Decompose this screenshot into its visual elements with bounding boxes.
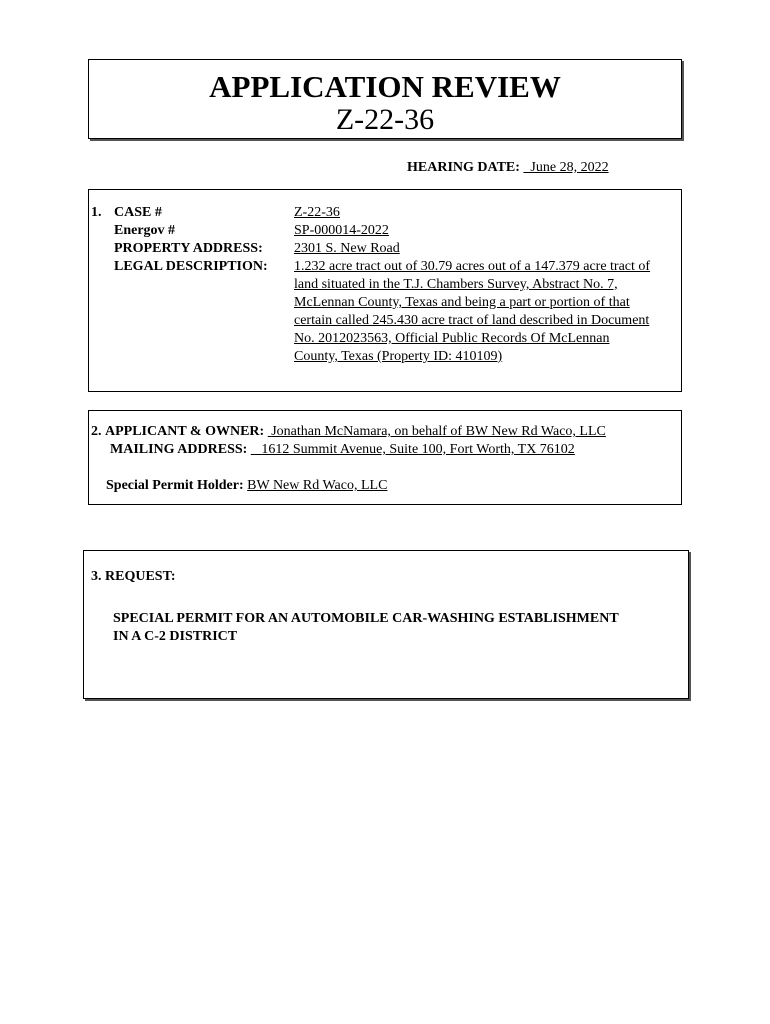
case-info-section [88,189,682,392]
applicant-owner-value: Jonathan McNamara, on behalf of BW New Rd Waco, LLC [271,424,606,439]
page-title: APPLICATION REVIEW [209,69,561,104]
request-heading: 3. REQUEST: [91,569,176,584]
permit-holder-row [106,477,387,495]
hearing-date-label: HEARING DATE: [407,160,520,175]
energov-value: SP-000014-2022 [294,223,389,238]
title-box [88,59,682,139]
legal-line: County, Texas (Property ID: 410109) [294,349,503,364]
legal-line: land situated in the T.J. Chambers Survey, Abstract No. 7, [294,277,618,292]
request-section [83,550,689,699]
hearing-date [407,160,609,176]
permit-holder-label: Special Permit Holder: [106,478,244,493]
request-line: SPECIAL PERMIT FOR AN AUTOMOBILE CAR-WASHING ESTABLISHMENT [113,611,619,626]
legal-line: No. 2012023563, Official Public Records Of McLennan [294,331,610,346]
applicant-owner-label: APPLICANT & OWNER: [105,424,265,439]
property-address-value: 2301 S. New Road [294,241,400,256]
legal-description-label: LEGAL DESCRIPTION: [114,259,268,274]
legal-line: 1.232 acre tract out of 30.79 acres out of a 147.379 acre tract of [294,259,651,274]
section-1-number: 1. [91,205,102,220]
legal-line: McLennan County, Texas and being a part or portion of that [294,295,630,310]
applicant-section [88,410,682,505]
legal-line: certain called 245.430 acre tract of land described in Document [294,313,650,328]
legal-description-value [294,258,684,366]
request-text [113,610,673,646]
mailing-address-label: MAILING ADDRESS: [110,442,248,457]
mailing-address-row [110,441,575,459]
mailing-address-value: 1612 Summit Avenue, Suite 100, Fort Worth, TX 76102 [261,442,575,457]
case-number-label: CASE # [114,205,162,220]
section-2-number: 2. [91,424,102,439]
case-number-value: Z-22-36 [294,205,340,220]
hearing-date-value: June 28, 2022 [530,160,609,175]
applicant-owner-row [91,423,606,441]
energov-label: Energov # [114,223,176,238]
request-line: IN A C-2 DISTRICT [113,629,238,644]
property-address-label: PROPERTY ADDRESS: [114,241,263,256]
permit-holder-value: BW New Rd Waco, LLC [247,478,388,493]
case-code-heading: Z-22-36 [335,103,435,136]
